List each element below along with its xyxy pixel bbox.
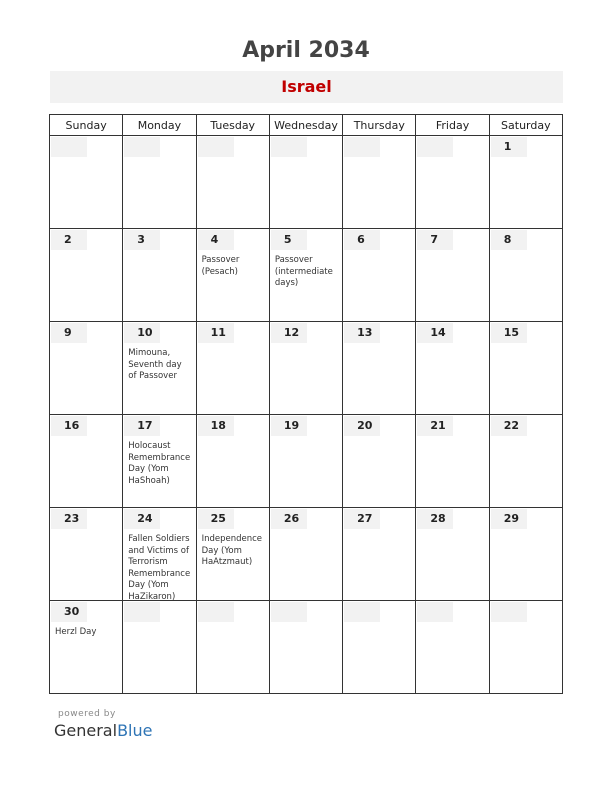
day-number: 14 [430, 326, 446, 339]
day-cell [196, 508, 269, 601]
day-cell [416, 508, 489, 601]
holiday-label: Passover (intermediate days) [274, 255, 333, 288]
weekday-header: Saturday [489, 115, 562, 136]
day-number: 29 [503, 512, 519, 525]
day-cell [343, 136, 416, 229]
day-number: 23 [64, 512, 80, 525]
day-number: 18 [210, 419, 226, 432]
day-cell [269, 229, 342, 322]
day-number: 8 [503, 233, 512, 246]
day-cell [123, 415, 196, 508]
day-number: 25 [210, 512, 226, 525]
country-banner [50, 71, 563, 103]
day-cell [269, 601, 342, 694]
day-number-box [124, 137, 160, 157]
holiday-label: Fallen Soldiers and Victims of Terrorism Remembrance Day (Yom HaZikaron) [128, 534, 191, 601]
day-number: 22 [503, 419, 519, 432]
holiday-label: Mimouna, Seventh day of Passover [128, 348, 182, 381]
weekday-header: Tuesday [196, 115, 269, 136]
day-number: 2 [64, 233, 72, 246]
day-cell [489, 601, 562, 694]
week-row [50, 601, 563, 694]
day-number: 11 [210, 326, 226, 339]
day-cell [343, 508, 416, 601]
day-number-box [124, 602, 160, 622]
day-cell [50, 508, 123, 601]
day-number: 10 [137, 326, 153, 339]
holiday-label: Independence Day (Yom HaAtzmaut) [201, 534, 263, 567]
day-cell [123, 508, 196, 601]
day-number-box [344, 137, 380, 157]
day-cell [123, 136, 196, 229]
day-number-box [417, 602, 453, 622]
day-number: 20 [357, 419, 373, 432]
weekday-header: Thursday [343, 115, 416, 136]
powered-by-text: powered by [58, 709, 116, 719]
day-number: 15 [503, 326, 519, 339]
day-cell [196, 322, 269, 415]
day-number: 9 [64, 326, 72, 339]
calendar-title: April 2034 [242, 38, 370, 63]
day-cell [269, 322, 342, 415]
day-number: 17 [137, 419, 153, 432]
day-cell [123, 229, 196, 322]
day-number: 12 [283, 326, 300, 339]
week-row [50, 508, 563, 601]
day-number: 21 [430, 419, 446, 432]
day-cell [196, 415, 269, 508]
day-number-box [51, 137, 87, 157]
day-cell [489, 229, 562, 322]
day-cell [269, 136, 342, 229]
day-cell [343, 322, 416, 415]
day-number: 28 [430, 512, 446, 525]
day-number: 16 [64, 419, 80, 432]
day-number-box [198, 137, 234, 157]
day-number: 30 [64, 605, 80, 618]
day-cell [196, 136, 269, 229]
day-number-box [344, 602, 380, 622]
day-number: 7 [430, 233, 439, 246]
day-cell [343, 601, 416, 694]
day-cell [50, 415, 123, 508]
day-cell [489, 136, 562, 229]
holiday-label: Holocaust Remembrance Day (Yom HaShoah) [128, 441, 191, 486]
day-cell [50, 136, 123, 229]
day-number-box [198, 602, 234, 622]
day-cell [416, 601, 489, 694]
day-cell [50, 322, 123, 415]
week-row [50, 229, 563, 322]
day-cell [123, 601, 196, 694]
calendar-grid [49, 114, 563, 694]
day-cell [343, 415, 416, 508]
day-number-box [271, 137, 307, 157]
day-number: 19 [283, 419, 300, 432]
brand-part-general: General [54, 721, 118, 740]
footer-branding [54, 709, 152, 740]
brand-logo [54, 721, 152, 740]
day-cell [489, 508, 562, 601]
weekday-header: Monday [123, 115, 196, 136]
day-cell [416, 415, 489, 508]
day-cell [343, 229, 416, 322]
day-cell [416, 322, 489, 415]
day-number: 3 [137, 233, 145, 246]
day-number: 5 [283, 233, 292, 246]
day-cell [489, 415, 562, 508]
day-number: 26 [283, 512, 300, 525]
holiday-label: Herzl Day [55, 627, 97, 637]
weekday-header: Sunday [50, 115, 123, 136]
day-number: 13 [357, 326, 373, 339]
weekday-header-row [50, 115, 563, 136]
day-number: 6 [357, 233, 365, 246]
day-number: 24 [137, 512, 153, 525]
day-number: 1 [503, 140, 512, 153]
day-number-box [491, 602, 527, 622]
country-name: Israel [281, 77, 332, 96]
day-cell [196, 601, 269, 694]
brand-part-blue: Blue [117, 721, 153, 740]
day-cell [269, 415, 342, 508]
week-row [50, 322, 563, 415]
week-row [50, 415, 563, 508]
day-cell [489, 322, 562, 415]
day-cell [196, 229, 269, 322]
day-cell [416, 229, 489, 322]
weekday-header: Friday [416, 115, 489, 136]
day-cell [50, 601, 123, 694]
day-cell [269, 508, 342, 601]
holiday-label: Passover (Pesach) [201, 255, 240, 277]
day-cell [123, 322, 196, 415]
day-cell [416, 136, 489, 229]
day-number: 27 [357, 512, 373, 525]
day-cell [50, 229, 123, 322]
week-row [50, 136, 563, 229]
day-number-box [417, 137, 453, 157]
day-number: 4 [210, 233, 219, 246]
day-number-box [271, 602, 307, 622]
weekday-header: Wednesday [269, 115, 342, 136]
